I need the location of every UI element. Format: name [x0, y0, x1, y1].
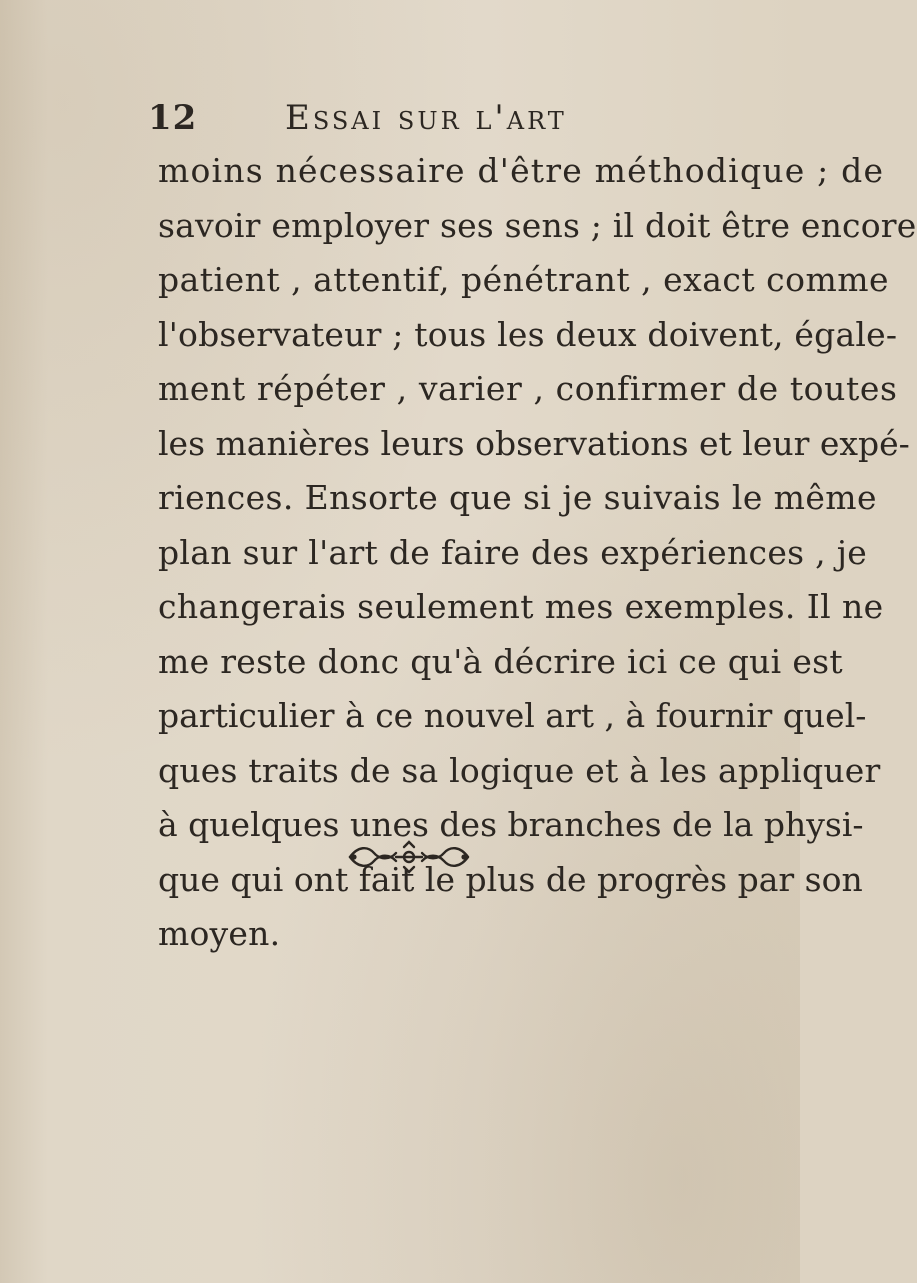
- running-title: Essai sur l'art: [285, 98, 567, 138]
- text-line: que qui ont fait le plus de progrès par son: [158, 859, 863, 899]
- running-head: [148, 98, 668, 142]
- text-line: ment répéter , varier , confirmer de toutes: [158, 369, 898, 408]
- text-line: à quelques unes des branches de la physi-: [158, 805, 864, 844]
- text-line: moins nécessaire d'être méthodique ; de: [158, 151, 885, 190]
- text-line: l'observateur ; tous les deux doivent, égale-: [158, 314, 898, 354]
- text-line: ques traits de sa logique et à les appliquer: [158, 750, 881, 790]
- page-number: 12: [148, 98, 198, 138]
- text-line: les manières leurs observations et leur expé-: [158, 423, 910, 463]
- text-line: patient , attentif, pénétrant , exact comme: [158, 260, 890, 299]
- text-line: changerais seulement mes exemples. Il ne: [158, 587, 884, 626]
- text-line: moyen.: [158, 914, 281, 953]
- printer-ornament-icon: [344, 838, 474, 876]
- text-line: riences. Ensorte que si je suivais le même: [158, 478, 877, 517]
- text-line: particulier à ce nouvel art , à fournir quel-: [158, 696, 867, 735]
- text-line: me reste donc qu'à décrire ici ce qui est: [158, 641, 843, 681]
- text-line: plan sur l'art de faire des expériences , je: [158, 532, 868, 572]
- text-line: savoir employer ses sens ; il doit être encore: [158, 205, 917, 245]
